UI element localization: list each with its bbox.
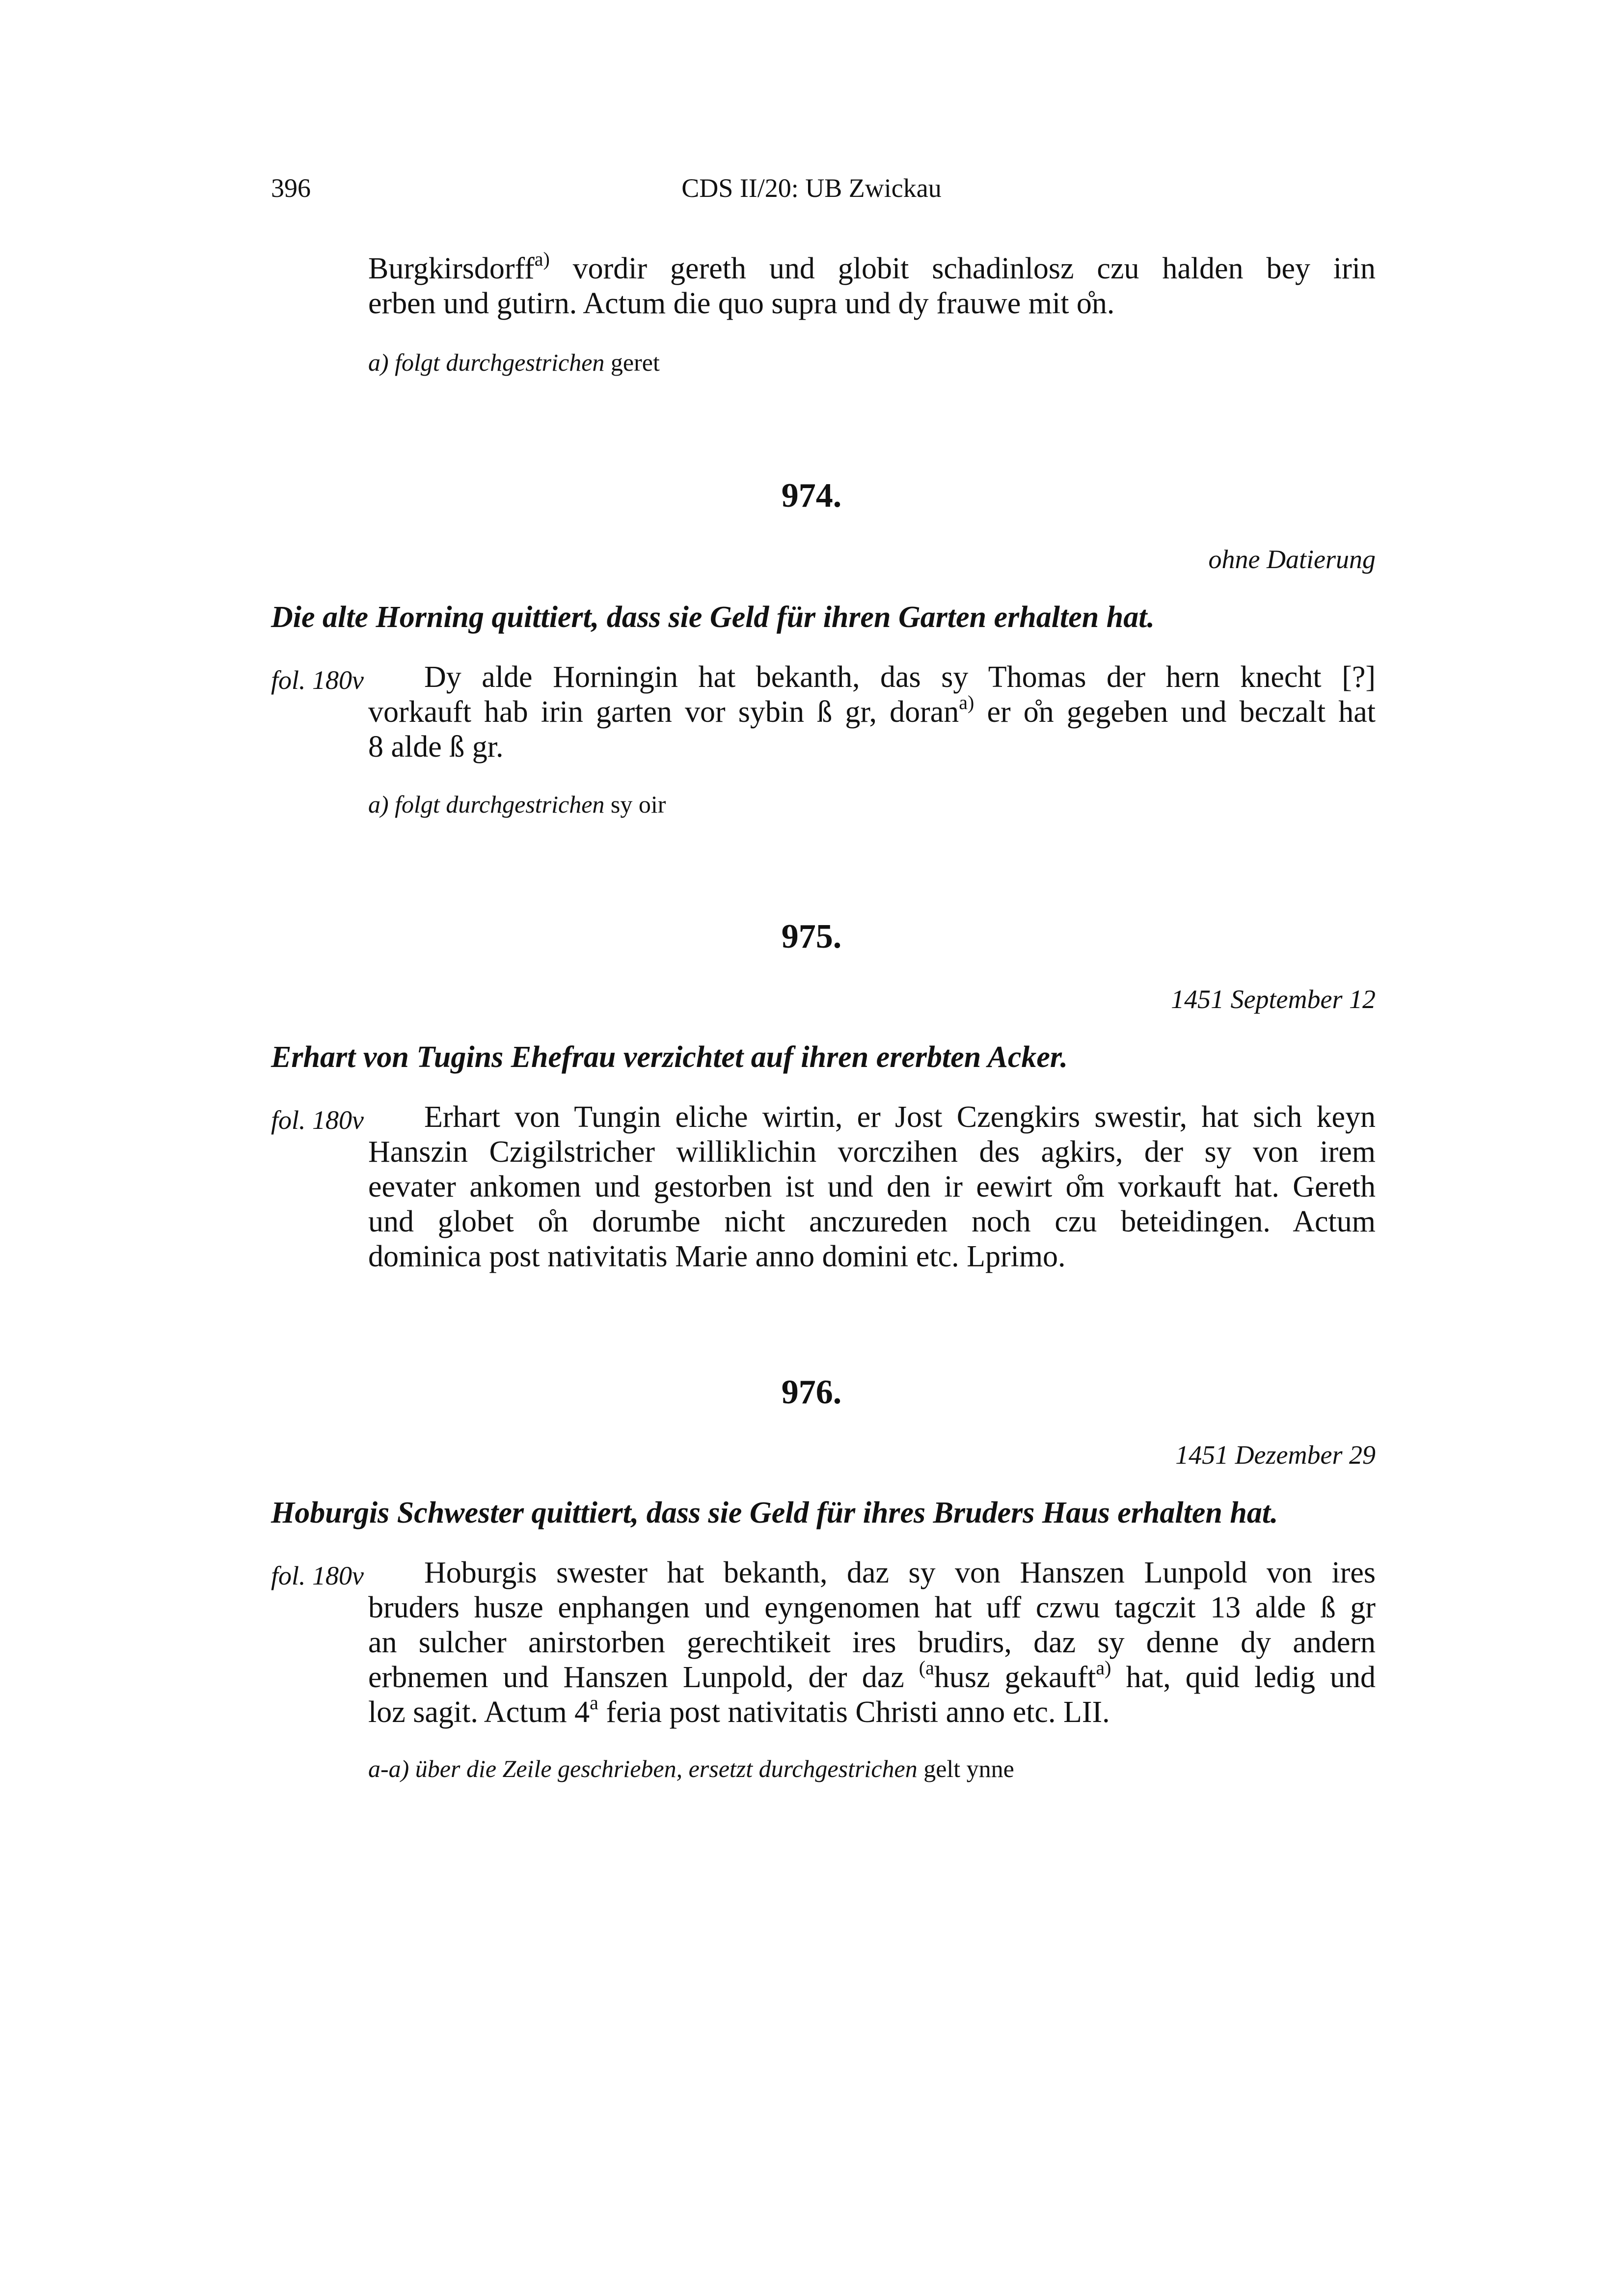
text-line: Hoburgis swester hat bekanth, daz sy von Hanszen Lunpold von ires xyxy=(424,1556,1376,1589)
text-line: 8 alde ß gr. xyxy=(368,730,504,764)
page-number: 396 xyxy=(271,173,311,203)
intro-paragraph xyxy=(368,248,1376,321)
text-line: Burgkirsdorff$^{a)}$ vordir gereth und globit schadinlosz czu halden bey irin xyxy=(368,248,1376,285)
footnote-text: sy oir xyxy=(604,791,666,818)
entry-heading: Die alte Horning quittiert, dass sie Geld für ihren Garten erhalten hat. xyxy=(271,601,1155,634)
entry-number: 976. xyxy=(781,1373,842,1411)
entry-heading: Hoburgis Schwester quittiert, dass sie Geld für ihres Bruders Haus erhalten hat. xyxy=(271,1496,1278,1530)
footnote xyxy=(368,790,666,819)
footnote-text: geret xyxy=(604,349,660,376)
folio-reference: fol. 180v xyxy=(271,1561,364,1590)
footnote-marker: a) xyxy=(959,691,974,713)
footnote-label: a) folgt durchgestrichen xyxy=(368,791,605,818)
entry-text xyxy=(368,660,1376,765)
running-head xyxy=(271,173,1352,212)
footnote-text: gelt ynne xyxy=(917,1755,1014,1782)
footnote-label: a) folgt durchgestrichen xyxy=(368,349,605,376)
text-line: und globet o̊n dorumbe nicht anczureden noch czu beteidingen. Actum xyxy=(368,1205,1376,1238)
running-title: CDS II/20: UB Zwickau xyxy=(681,173,942,203)
footnote xyxy=(368,1754,1014,1783)
text-line: vorkauft hab irin garten vor sybin ß gr, doran$^{a)}$ er o̊n gegeben und beczalt hat xyxy=(368,691,1376,729)
text-line: an sulcher anirstorben gerechtikeit ires brudirs, daz sy denne dy andern xyxy=(368,1626,1376,1659)
text-line: erbnemen und Hanszen Lunpold, der daz $^{(a}$husz gekauft$^{a)}$ hat, quid ledig und xyxy=(368,1657,1376,1694)
entry-heading: Erhart von Tugins Ehefrau verzichtet auf ihren ererbten Acker. xyxy=(271,1040,1068,1074)
entry-number: 974. xyxy=(781,477,842,515)
folio-reference: fol. 180v xyxy=(271,665,364,695)
footnote-marker: a) xyxy=(1096,1657,1111,1679)
text-line: loz sagit. Actum 4$^a$ feria post nativitatis Christi anno etc. LII. xyxy=(368,1692,1110,1729)
entry-text xyxy=(368,1556,1376,1730)
footnote-marker: a) xyxy=(534,248,550,270)
footnote-marker: (a xyxy=(919,1657,934,1679)
text-line: Hanszin Czigilstricher williklichin vorczihen des agkirs, der sy von irem xyxy=(368,1135,1376,1169)
text-line: dominica post nativitatis Marie anno domini etc. Lprimo. xyxy=(368,1240,1066,1273)
superscript: a xyxy=(590,1692,598,1714)
text-line: bruders husze enphangen und eyngenomen hat uff czwu tagczit 13 alde ß gr xyxy=(368,1591,1376,1624)
footnote-label: a-a) über die Zeile geschrieben, ersetzt durchgestrichen xyxy=(368,1755,918,1782)
entry-date: 1451 Dezember 29 xyxy=(1175,1440,1376,1470)
folio-reference: fol. 180v xyxy=(271,1105,364,1135)
entry-text xyxy=(368,1100,1376,1274)
entry-date: 1451 September 12 xyxy=(1171,984,1376,1014)
entry-number: 975. xyxy=(781,918,842,956)
text-line: erben und gutirn. Actum die quo supra und dy frauwe mit o̊n. xyxy=(368,287,1115,320)
text-line: Erhart von Tungin eliche wirtin, er Jost Czengkirs swestir, hat sich keyn xyxy=(424,1100,1376,1134)
text-line: eevater ankomen und gestorben ist und den ir eewirt o̊m vorkauft hat. Gereth xyxy=(368,1170,1376,1203)
text-line: Dy alde Horningin hat bekanth, das sy Thomas der hern knecht [?] xyxy=(424,660,1376,694)
entry-date: ohne Datierung xyxy=(1208,545,1376,574)
footnote xyxy=(368,348,660,377)
